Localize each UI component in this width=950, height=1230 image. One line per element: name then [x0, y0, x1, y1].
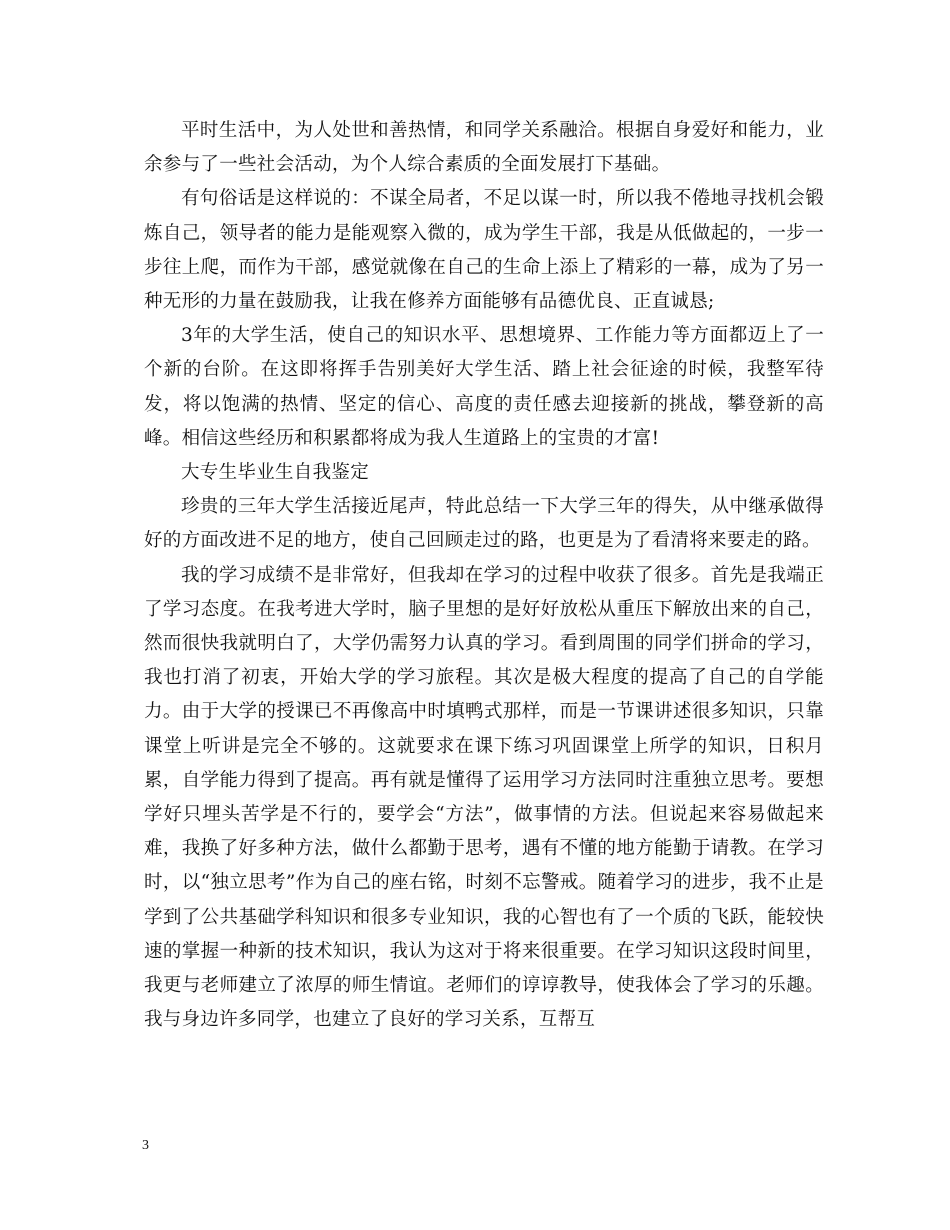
paragraph-three-years: 3年的大学生活，使自己的知识水平、思想境界、工作能力等方面都迈上了一个新的台阶。在这即将挥手告别美好大学生活、踏上社会征途的时候，我整军待发，将以饱满的热情、坚定的信心、高度的责任感去迎接新的挑战，攀登新的高峰。相信这些经历和积累都将成为我人生道路上的宝贵的才富! [144, 325, 824, 449]
page-number: 3 [142, 1138, 149, 1153]
document-body [144, 114, 824, 1037]
paragraph-leadership: 有句俗话是这样说的：不谋全局者，不足以谋一时，所以我不倦地寻找机会锻炼自己，领导者的能力是能观察入微的，成为学生干部，我是从低做起的，一步一步往上爬，而作为干部，感觉就像在自己的生命上添上了精彩的一幕，成为了另一种无形的力量在鼓励我，让我在修养方面能够有品德优良、正直诚恳; [144, 188, 824, 313]
paragraph-intro: 珍贵的三年大学生活接近尾声，特此总结一下大学三年的得失，从中继承做得好的方面改进不足的地方，使自己回顾走过的路，也更是为了看清将来要走的路。 [144, 496, 824, 552]
section-heading: 大专生毕业生自我鉴定 [181, 462, 370, 484]
paragraph-social-activities: 平时生活中，为人处世和善热情，和同学关系融洽。根据自身爱好和能力，业余参与了一些社会活动，为个人综合素质的全面发展打下基础。 [144, 120, 824, 176]
paragraph-study: 我的学习成绩不是非常好，但我却在学习的过程中收获了很多。首先是我端正了学习态度。在我考进大学时，脑子里想的是好好放松从重压下解放出来的自己，然而很快我就明白了，大学仍需努力认真的学习。看到周围的同学们拼命的学习，我也打消了初衷，开始大学的学习旅程。其次是极大程度的提高了自己的自学能力。由于大学的授课已不再像高中时填鸭式那样，而是一节课讲述很多知识，只靠课堂上听讲是完全不够的。这就要求在课下练习巩固课堂上所学的知识，日积月累，自学能力得到了提高。再有就是懂得了运用学习方法同时注重独立思考。要想学好只埋头苦学是不行的，要学会“方法”，做事情的方法。但说起来容易做起来难，我换了好多种方法，做什么都勤于思考，遇有不懂的地方能勤于请教。在学习时，以“独立思考”作为自己的座右铭，时刻不忘警戒。随着学习的进步，我不止是学到了公共基础学科知识和很多专业知识，我的心智也有了一个质的飞跃，能较快速的掌握一种新的技术知识，我认为这对于将来很重要。在学习知识这段时间里，我更与老师建立了浓厚的师生情谊。老师们的谆谆教导，使我体会了学习的乐趣。我与身边许多同学，也建立了良好的学习关系，互帮互 [144, 564, 824, 1031]
